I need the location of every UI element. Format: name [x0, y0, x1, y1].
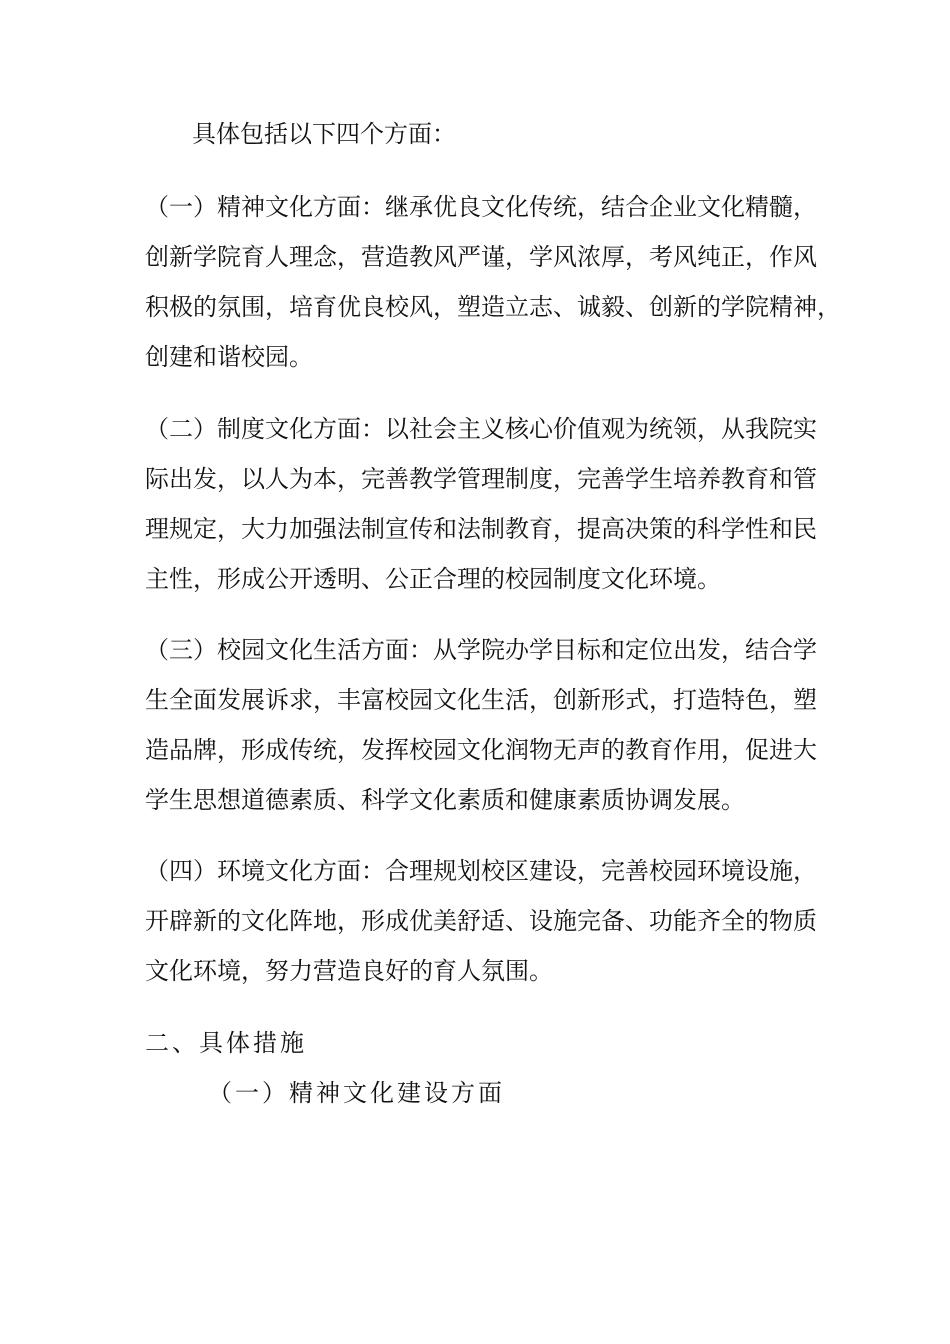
paragraph-line: 学生思想道德素质、科学文化素质和健康素质协调发展。 — [145, 786, 745, 814]
paragraph-line: （二）制度文化方面：以社会主义核心价值观为统领，从我院实 — [145, 415, 817, 443]
paragraph-line: 造品牌，形成传统，发挥校园文化润物无声的教育作用，促进大 — [145, 736, 817, 764]
paragraph-line: 际出发，以人为本，完善教学管理制度，完善学生培养教育和管 — [145, 465, 817, 493]
paragraph-line: 创新学院育人理念，营造教风严谨，学风浓厚，考风纯正，作风 — [145, 243, 817, 271]
paragraph-line: 积极的氛围，培育优良校风，塑造立志、诚毅、创新的学院精神， — [145, 293, 841, 321]
paragraph-line: （四）环境文化方面：合理规划校区建设，完善校园环境设施， — [145, 857, 817, 885]
section-heading: 二、具体措施 — [145, 1029, 307, 1057]
paragraph-line: 开辟新的文化阵地，形成优美舒适、设施完备、功能齐全的物质 — [145, 907, 817, 935]
paragraph-line: （一）精神文化方面：继承优良文化传统，结合企业文化精髓， — [145, 193, 817, 221]
paragraph-line: 主性，形成公开透明、公正合理的校园制度文化环境。 — [145, 565, 721, 593]
paragraph-line: 理规定，大力加强法制宣传和法制教育，提高决策的科学性和民 — [145, 515, 817, 543]
paragraph-line: 生全面发展诉求，丰富校园文化生活，创新形式，打造特色，塑 — [145, 686, 817, 714]
sub-heading: （一）精神文化建设方面 — [208, 1079, 505, 1107]
paragraph-line: （三）校园文化生活方面：从学院办学目标和定位出发，结合学 — [145, 636, 817, 664]
paragraph-line: 文化环境，努力营造良好的育人氛围。 — [145, 957, 553, 985]
intro-line: 具体包括以下四个方面： — [192, 120, 456, 148]
paragraph-line: 创建和谐校园。 — [145, 343, 313, 371]
